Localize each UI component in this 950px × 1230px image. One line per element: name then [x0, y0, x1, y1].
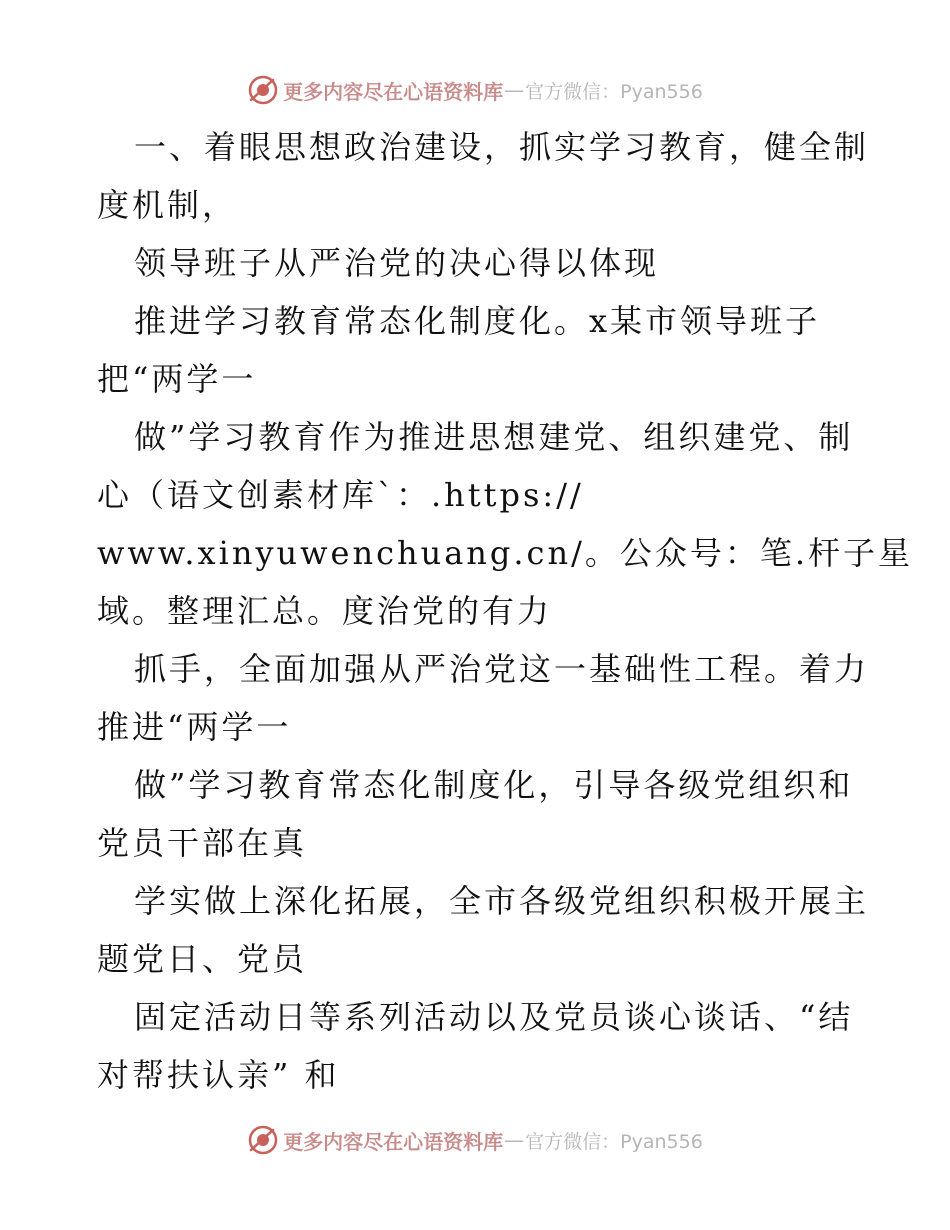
- text-line: 领导班子从严治党的决心得以体现: [134, 244, 660, 282]
- pen-logo-icon: [247, 74, 279, 106]
- banner-wechat: 官方微信：Pyan556: [525, 80, 703, 103]
- text-line: 把“两学一: [97, 360, 257, 398]
- footer-banner: [0, 1120, 950, 1160]
- text-line: 一、着眼思想政治建设，抓实学习教育，健全制: [134, 128, 870, 166]
- text-line: 对帮扶认亲” 和: [97, 1056, 340, 1094]
- text-line: 心（语文创素材库`：.https://: [97, 476, 584, 514]
- text-line-url: www.xinyuwenchuang.cn/。公众号：笔.杆子星: [97, 534, 914, 572]
- text-line: 固定活动日等系列活动以及党员谈心谈话、“结: [134, 998, 854, 1036]
- banner-title: 更多内容尽在心语资料库: [283, 79, 504, 104]
- document-body: [97, 118, 914, 1104]
- text-line: 推进学习教育常态化制度化。x某市领导班子: [134, 302, 821, 340]
- text-line: 学实做上深化拓展，全市各级党组织积极开展主: [134, 882, 870, 920]
- text-line: 党员干部在真: [97, 824, 308, 862]
- text-line: 做”学习教育作为推进思想建党、组织建党、制: [134, 418, 854, 456]
- text-line: 题党日、党员: [97, 940, 308, 978]
- text-line: 域。整理汇总。度治党的有力: [97, 592, 553, 630]
- banner-title: 更多内容尽在心语资料库: [283, 1129, 504, 1154]
- pen-logo-icon: [247, 1124, 279, 1156]
- text-line: 度机制，: [97, 186, 238, 224]
- banner-wechat: 官方微信：Pyan556: [525, 1130, 703, 1153]
- text-line: 推进“两学一: [97, 708, 292, 746]
- banner-dash: —: [504, 78, 525, 102]
- banner-dash: —: [504, 1128, 525, 1152]
- header-banner: [0, 70, 950, 110]
- text-line: 做”学习教育常态化制度化，引导各级党组织和: [134, 766, 854, 804]
- text-line: 抓手，全面加强从严治党这一基础性工程。着力: [134, 650, 870, 688]
